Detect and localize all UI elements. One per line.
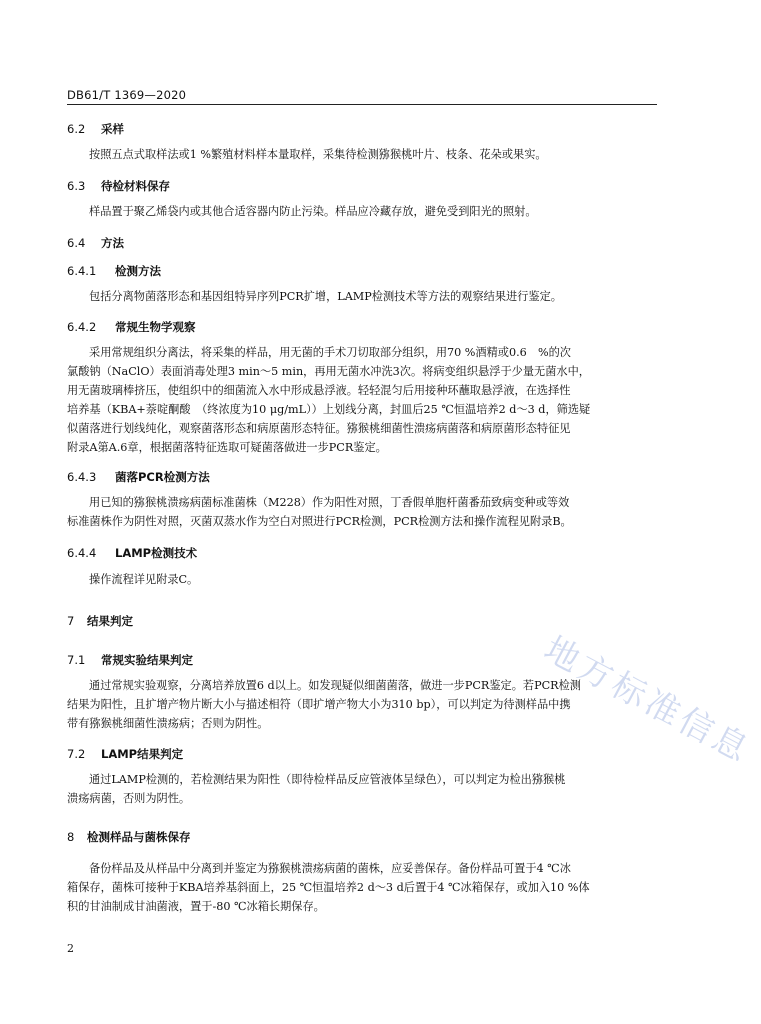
paragraph-line: 积的甘油制成甘油菌液，置于-80 ℃冰箱长期保存。 <box>67 900 325 913</box>
paragraph-line: 按照五点式取样法或1 %繁殖材料样本量取样，采集待检测猕猴桃叶片、枝条、花朵或果实。 <box>89 148 547 161</box>
paragraph-line: 带有猕猴桃细菌性溃疡病；否则为阴性。 <box>67 717 269 730</box>
section-number: 8 <box>67 830 75 844</box>
section-number: 7.1 <box>67 653 86 667</box>
paragraph-6-4-4 <box>67 570 657 589</box>
paragraph-6-4-3 <box>67 493 657 531</box>
paragraph-6-4-1 <box>67 287 657 306</box>
section-title: 常规生物学观察 <box>115 320 196 334</box>
watermark: 地方标准信息 <box>537 629 758 772</box>
paragraph-8 <box>67 859 657 916</box>
paragraph-line: 样品置于聚乙烯袋内或其他合适容器内防止污染。样品应冷藏存放，避免受到阳光的照射。 <box>89 205 537 218</box>
section-number: 6.2 <box>67 122 86 136</box>
section-number: 6.3 <box>67 179 86 193</box>
section-title: 待检材料保存 <box>101 179 170 193</box>
section-heading-6-4-2 <box>67 319 196 335</box>
section-number: 7.2 <box>67 747 86 761</box>
section-heading-6-2 <box>67 121 124 137</box>
paragraph-line: 包括分离物菌落形态和基因组特异序列PCR扩增，LAMP检测技术等方法的观察结果进行鉴定。 <box>89 290 562 303</box>
standard-code: DB61/T 1369—2020 <box>67 88 187 102</box>
section-number: 6.4.1 <box>67 264 97 278</box>
section-number: 6.4.4 <box>67 546 97 560</box>
section-number: 7 <box>67 614 75 628</box>
paragraph-line: 氯酸钠（NaClO）表面消毒处理3 min～5 min，再用无菌水冲洗3次。将病变组织悬浮于少量无菌水中， <box>67 365 590 378</box>
header-divider <box>67 104 657 105</box>
section-title: 方法 <box>101 236 124 250</box>
paragraph-line: 通过LAMP检测的，若检测结果为阳性（即待检样品反应管液体呈绿色），可以判定为检出猕猴桃 <box>89 773 566 786</box>
section-heading-6-4 <box>67 235 124 251</box>
section-title: 检测样品与菌株保存 <box>87 830 191 844</box>
section-title: LAMP结果判定 <box>101 747 184 761</box>
section-heading-6-3 <box>67 178 170 194</box>
section-number: 6.4.3 <box>67 470 97 484</box>
paragraph-line: 备份样品及从样品中分离到并鉴定为猕猴桃溃疡病菌的菌株，应妥善保存。备份样品可置于4 ℃冰 <box>89 862 571 875</box>
section-heading-8 <box>67 829 191 845</box>
section-title: LAMP检测技术 <box>115 546 198 560</box>
section-heading-6-4-1 <box>67 263 161 279</box>
paragraph-line: 附录A第A.6章，根据菌落特征选取可疑菌落做进一步PCR鉴定。 <box>67 441 387 454</box>
paragraph-line: 用无菌玻璃棒挤压，使组织中的细菌流入水中形成悬浮液。轻轻混匀后用接种环蘸取悬浮液，在选择性 <box>67 384 571 397</box>
paragraph-6-4-2 <box>67 343 657 457</box>
section-title: 菌落PCR检测方法 <box>115 470 210 484</box>
section-heading-7 <box>67 613 133 629</box>
paragraph-line: 似菌落进行划线纯化，观察菌落形态和病原菌形态特征。猕猴桃细菌性溃疡病菌落和病原菌形态特征见 <box>67 422 571 435</box>
paragraph-line: 标准菌株作为阴性对照，灭菌双蒸水作为空白对照进行PCR检测，PCR检测方法和操作流程见附录B。 <box>67 515 572 528</box>
paragraph-line: 通过常规实验观察，分离培养放置6 d以上。如发现疑似细菌菌落，做进一步PCR鉴定。若PCR检测 <box>89 679 581 692</box>
section-title: 结果判定 <box>87 614 133 628</box>
paragraph-6-3 <box>67 202 657 221</box>
section-heading-7-1 <box>67 652 193 668</box>
paragraph-7-2 <box>67 770 657 808</box>
paragraph-line: 采用常规组织分离法，将采集的样品，用无菌的手术刀切取部分组织，用70 %酒精或0.6 %的次 <box>89 346 571 359</box>
paragraph-line: 溃疡病菌，否则为阴性。 <box>67 792 191 805</box>
section-title: 采样 <box>101 122 124 136</box>
page-number: 2 <box>67 942 74 955</box>
paragraph-line: 用已知的猕猴桃溃疡病菌标准菌株（M228）作为阳性对照，丁香假单胞杆菌番茄致病变种或等效 <box>89 496 570 509</box>
section-title: 常规实验结果判定 <box>101 653 193 667</box>
section-heading-6-4-4 <box>67 545 197 561</box>
section-number: 6.4.2 <box>67 320 97 334</box>
paragraph-line: 结果为阳性，且扩增产物片断大小与描述相符（即扩增产物大小为310 bp），可以判定为待测样品中携 <box>67 698 571 711</box>
paragraph-7-1 <box>67 676 657 733</box>
section-title: 检测方法 <box>115 264 161 278</box>
section-number: 6.4 <box>67 236 86 250</box>
section-heading-6-4-3 <box>67 469 210 485</box>
paragraph-line: 操作流程详见附录C。 <box>89 573 199 586</box>
paragraph-6-2 <box>67 145 657 164</box>
paragraph-line: 培养基（KBA+萘啶酮酸 （终浓度为10 μg/mL））上划线分离，封皿后25 ℃恒温培养2 d～3 d，筛选疑 <box>67 403 591 416</box>
section-heading-7-2 <box>67 746 183 762</box>
paragraph-line: 箱保存，菌株可接种于KBA培养基斜面上，25 ℃恒温培养2 d～3 d后置于4 ℃冰箱保存，或加入10 %体 <box>67 881 590 894</box>
